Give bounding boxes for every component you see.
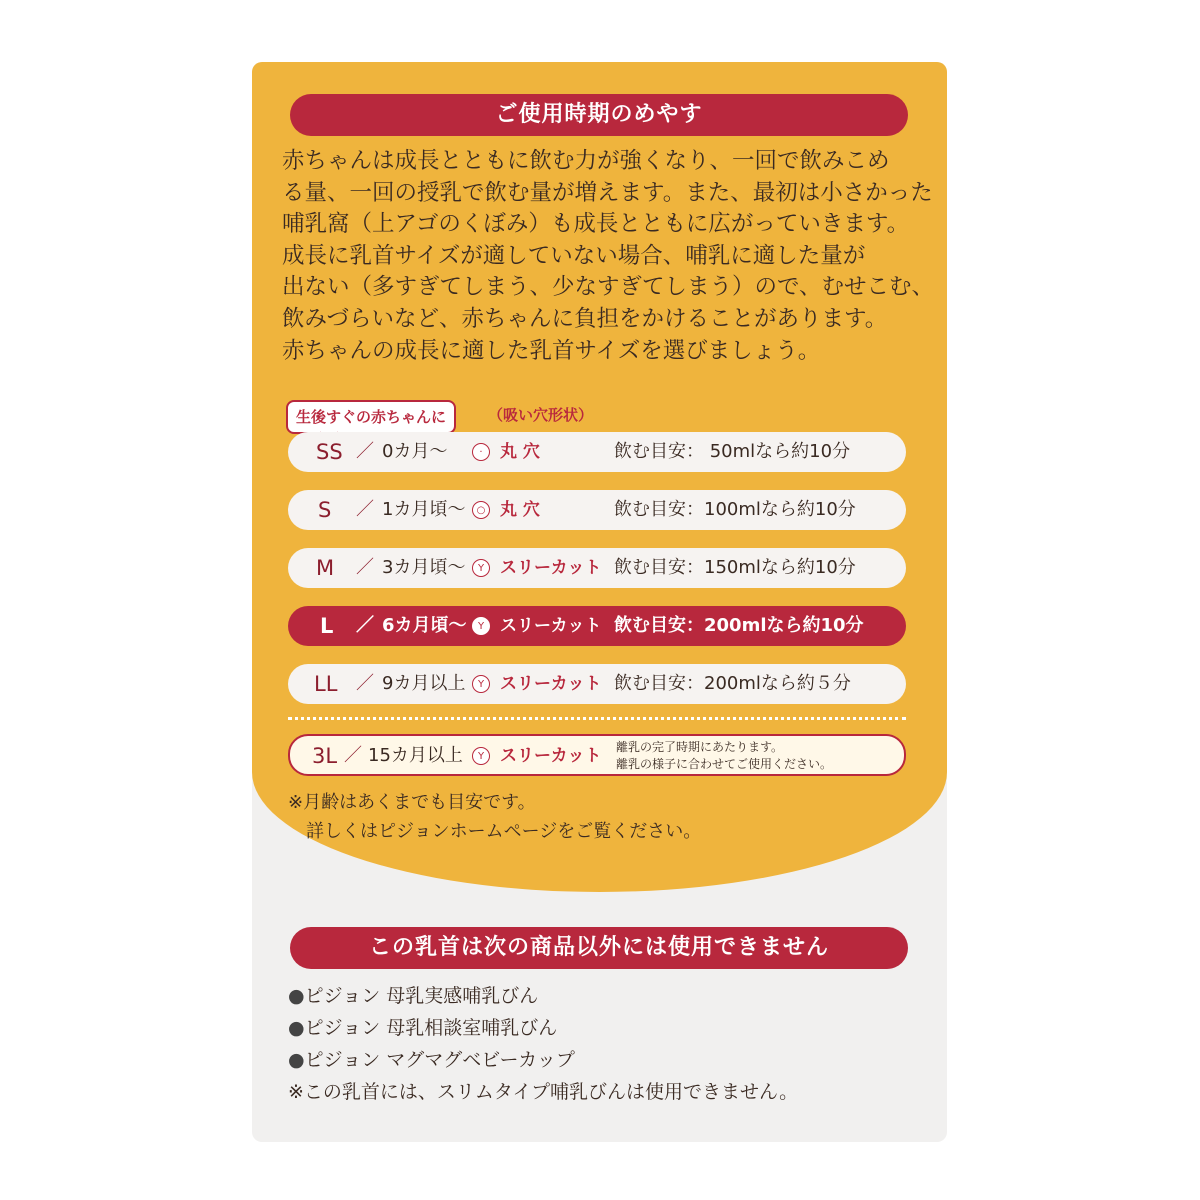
hole-shape-label: （吸い穴形状） xyxy=(488,406,594,424)
size-row-ll xyxy=(288,664,906,704)
usage-heading: ご使用時期のめやす xyxy=(290,94,908,136)
age-label: 3カ月頃～ xyxy=(382,557,466,578)
footnotes xyxy=(288,788,908,846)
feeding-guide: 飲む目安：200mlなら約５分 xyxy=(614,673,851,694)
hole-type: スリーカット xyxy=(500,558,602,578)
size-row-3l xyxy=(288,734,906,776)
intro-line: 飲みづらいなど、赤ちゃんに負担をかけることがあります。 xyxy=(282,305,888,332)
three-cut-hole-icon: Y xyxy=(472,559,490,577)
feeding-guide: 飲む目安：100mlなら約10分 xyxy=(614,499,856,520)
bullet-icon: ● xyxy=(288,985,305,1007)
product-name: ピジョン マグマグベビーカップ xyxy=(304,1049,575,1071)
product-item xyxy=(288,1012,928,1044)
hole-type: スリーカット xyxy=(500,746,602,766)
intro-line: 成長に乳首サイズが適していない場合、哺乳に適した量が xyxy=(282,242,866,269)
age-label: 0カ月～ xyxy=(382,441,448,462)
size-code: 3L xyxy=(312,744,338,768)
feeding-guide: 飲む目安：200mlなら約10分 xyxy=(614,615,864,636)
size-row-m xyxy=(288,548,906,588)
age-label: 9カ月以上 xyxy=(382,673,466,694)
size-row-s xyxy=(288,490,906,530)
size-code: SS xyxy=(316,440,343,464)
compatible-products xyxy=(288,980,928,1108)
feeding-guide: 飲む目安： 50mlなら約10分 xyxy=(614,441,851,462)
size-code: M xyxy=(316,556,335,580)
intro-paragraph xyxy=(282,146,935,367)
compatibility-note: ※この乳首には、スリムタイプ哺乳びんは使用できません。 xyxy=(288,1081,799,1103)
separator: ／ xyxy=(356,557,374,578)
three-cut-hole-icon: Y xyxy=(472,747,490,765)
weaning-note: 離乳の様子に合わせてご使用ください。 xyxy=(616,757,833,771)
three-cut-hole-icon: Y xyxy=(472,675,490,693)
age-label: 15カ月以上 xyxy=(368,745,463,766)
hole-type: 丸 穴 xyxy=(500,500,540,520)
size-row-ss xyxy=(288,432,906,472)
hole-type: スリーカット xyxy=(500,616,602,636)
usage-guide-panel xyxy=(252,62,947,892)
weaning-note: 離乳の完了時期にあたります。 xyxy=(616,740,784,754)
three-cut-hole-icon: Y xyxy=(472,617,490,635)
age-label: 6カ月頃～ xyxy=(382,615,467,636)
intro-line: 出ない（多すぎてしまう、少なすぎてしまう）ので、むせこむ、 xyxy=(282,274,935,301)
footnote-age: ※月齢はあくまでも目安です。 xyxy=(288,792,536,813)
separator: ／ xyxy=(356,441,374,462)
separator: ／ xyxy=(356,673,374,694)
package-panel xyxy=(252,62,947,1142)
separator: ／ xyxy=(356,499,374,520)
intro-line: 赤ちゃんは成長とともに飲む力が強くなり、一回で飲みこめ xyxy=(282,148,890,174)
separator: ／ xyxy=(356,615,374,636)
intro-line: 哺乳窩（上アゴのくぼみ）も成長とともに広がっていきます。 xyxy=(282,211,910,238)
product-item xyxy=(288,1044,928,1076)
bullet-icon: ● xyxy=(288,1017,305,1039)
intro-line: る量、一回の授乳で飲む量が増えます。また、最初は小さかった xyxy=(282,179,933,206)
round-hole-icon: ○ xyxy=(472,501,490,519)
product-name: ピジョン 母乳相談室哺乳びん xyxy=(304,1017,558,1039)
bullet-icon: ● xyxy=(288,1049,305,1071)
age-label: 1カ月頃～ xyxy=(382,499,466,520)
feeding-guide: 飲む目安：150mlなら約10分 xyxy=(614,557,856,578)
size-code: L xyxy=(320,614,334,638)
product-item xyxy=(288,980,928,1012)
size-code: LL xyxy=(314,672,338,696)
product-name: ピジョン 母乳実感哺乳びん xyxy=(304,985,539,1007)
footnote-website: 詳しくはピジョンホームページをご覧ください。 xyxy=(306,821,702,842)
dotted-divider xyxy=(288,717,906,720)
separator: ／ xyxy=(344,745,362,766)
intro-line: 赤ちゃんの成長に適した乳首サイズを選びましょう。 xyxy=(282,337,821,364)
compatibility-heading: この乳首は次の商品以外には使用できません xyxy=(290,927,908,969)
size-code: S xyxy=(318,498,332,522)
hole-type: スリーカット xyxy=(500,674,602,694)
newborn-callout: 生後すぐの赤ちゃんに xyxy=(286,400,456,434)
hole-type: 丸 穴 xyxy=(500,442,540,462)
round-hole-icon: · xyxy=(472,443,490,461)
size-row-l xyxy=(288,606,906,646)
